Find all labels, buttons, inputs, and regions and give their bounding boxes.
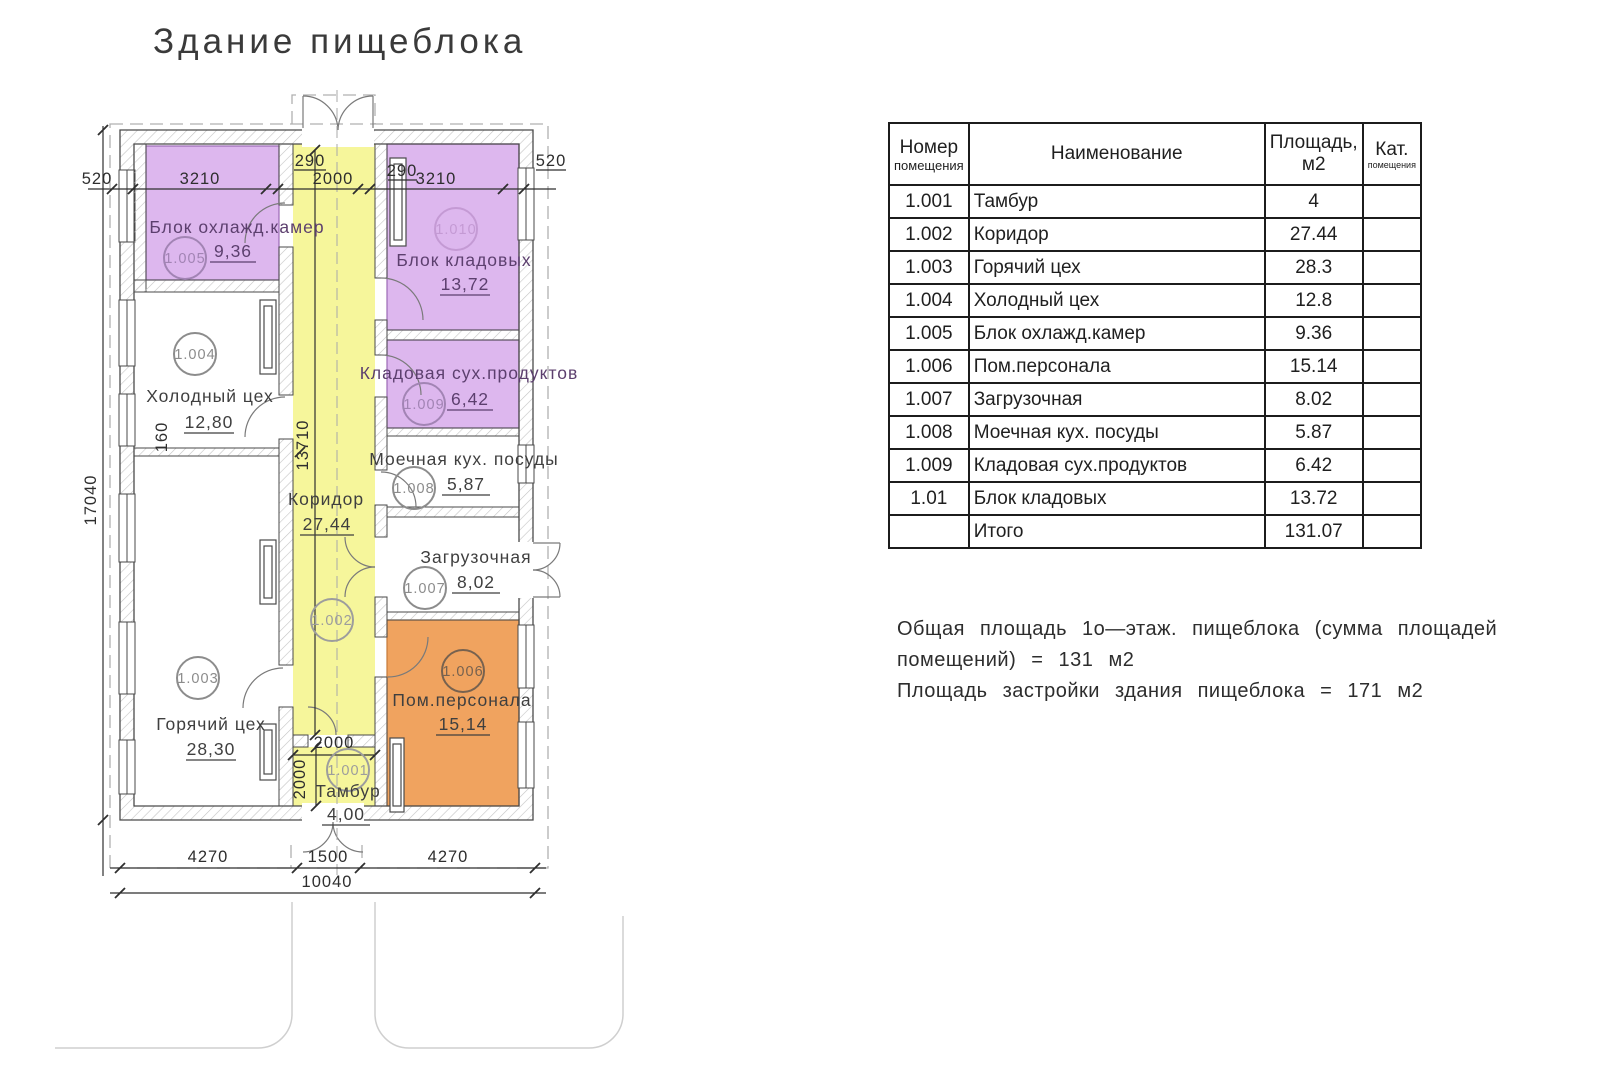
cell-num: 1.003 — [889, 251, 969, 284]
cell-area: 13.72 — [1265, 482, 1363, 515]
cell-num: 1.005 — [889, 317, 969, 350]
cell-kat — [1363, 185, 1421, 218]
room-badge-label: 1.001 — [327, 763, 369, 779]
room-badge-label: 1.002 — [311, 613, 353, 629]
area-notes — [897, 614, 1562, 707]
dim-label: 10040 — [301, 873, 353, 891]
dim-label: 520 — [81, 170, 113, 188]
cell-kat — [1363, 383, 1421, 416]
table-row — [889, 251, 1421, 284]
room-badge-1008 — [393, 467, 435, 509]
dim-label: 290 — [294, 152, 326, 170]
cell-area: 8.02 — [1265, 383, 1363, 416]
note-line: Общая площадь 1о—этаж. пищеблока (сумма площадей — [897, 618, 1498, 640]
cell-num: 1.009 — [889, 449, 969, 482]
cell-kat — [1363, 218, 1421, 251]
floor-plan-svg — [0, 0, 700, 1080]
dim-label: 13710 — [294, 419, 312, 471]
room-name: Горячий цех — [156, 714, 266, 734]
room-badge-label: 1.004 — [174, 347, 216, 363]
cell-name: Пом.персонала — [969, 350, 1265, 383]
room-badge-1003 — [177, 657, 219, 699]
cell-area: 28.3 — [1265, 251, 1363, 284]
room-badge-label: 1.003 — [177, 671, 219, 687]
table-row — [889, 383, 1421, 416]
table-row — [889, 350, 1421, 383]
site-path-lines — [55, 902, 623, 1048]
dim-label: 1500 — [307, 848, 349, 866]
note-line: помещений) = 131 м2 — [897, 649, 1135, 671]
cell-name: Кладовая сух.продуктов — [969, 449, 1265, 482]
note-line: Площадь застройки здания пищеблока = 171 м2 — [897, 680, 1424, 702]
cell-area: 5.87 — [1265, 416, 1363, 449]
room-name: Пом.персонала — [392, 690, 532, 710]
dim-label: 520 — [535, 152, 567, 170]
table-row — [889, 482, 1421, 515]
cell-num: 1.006 — [889, 350, 969, 383]
room-badge-label: 1.005 — [164, 251, 206, 267]
drawing-title: Здание пищеблока — [153, 22, 527, 61]
table-row — [889, 218, 1421, 251]
room-badge-label: 1.008 — [393, 481, 435, 497]
cell-name: Блок охлажд.камер — [969, 317, 1265, 350]
table-row — [889, 449, 1421, 482]
room-badge-label: 1.009 — [403, 397, 445, 413]
cell-num: 1.01 — [889, 482, 969, 515]
cell-area: 15.14 — [1265, 350, 1363, 383]
room-name: Коридор — [287, 489, 365, 509]
dim-label: 17040 — [82, 474, 100, 526]
cell-kat — [1363, 251, 1421, 284]
cell-name: Итого — [969, 515, 1265, 548]
room-area: 6,42 — [450, 389, 490, 409]
cell-name: Горячий цех — [969, 251, 1265, 284]
cell-area: 9.36 — [1265, 317, 1363, 350]
cell-kat — [1363, 482, 1421, 515]
cell-name: Загрузочная — [969, 383, 1265, 416]
room-badge-1004 — [174, 333, 216, 375]
cell-kat — [1363, 350, 1421, 383]
cell-kat — [1363, 317, 1421, 350]
cell-kat — [1363, 515, 1421, 548]
cell-name: Холодный цех — [969, 284, 1265, 317]
room-area: 4,00 — [326, 804, 366, 824]
table-row — [889, 284, 1421, 317]
table-total-row — [889, 515, 1421, 548]
dim-label: 4270 — [427, 848, 469, 866]
cell-kat — [1363, 284, 1421, 317]
table-row — [889, 416, 1421, 449]
cell-num: 1.008 — [889, 416, 969, 449]
dim-label: 2000 — [313, 734, 355, 752]
room-area: 9,36 — [213, 241, 253, 261]
dim-label: 160 — [153, 421, 171, 453]
room-name: Блок охлажд.камер — [149, 217, 325, 237]
dim-label: 2000 — [312, 170, 354, 188]
room-badge-label: 1.006 — [442, 664, 484, 680]
room-name: Кладовая сух.продуктов — [359, 363, 579, 383]
dim-label: 4270 — [187, 848, 229, 866]
table-header-row — [889, 123, 1421, 185]
header-room-name: Наименование — [969, 123, 1265, 185]
room-area: 12,80 — [184, 412, 234, 432]
cell-kat — [1363, 449, 1421, 482]
room-region-1006 — [387, 620, 519, 806]
header-area: Площадь, м2 — [1265, 123, 1363, 185]
cell-area: 12.8 — [1265, 284, 1363, 317]
room-schedule-table — [888, 122, 1422, 549]
dim-label: 3210 — [179, 170, 221, 188]
room-badge-1007 — [404, 567, 446, 609]
cell-area: 27.44 — [1265, 218, 1363, 251]
table-row — [889, 185, 1421, 218]
cell-num: 1.001 — [889, 185, 969, 218]
cell-num — [889, 515, 969, 548]
cell-num: 1.002 — [889, 218, 969, 251]
room-badge-label: 1.010 — [435, 222, 477, 238]
cell-num: 1.004 — [889, 284, 969, 317]
cell-area: 131.07 — [1265, 515, 1363, 548]
room-area: 13,72 — [440, 274, 490, 294]
table-row — [889, 317, 1421, 350]
cell-name: Моечная кух. посуды — [969, 416, 1265, 449]
header-category: Кат. помещения — [1363, 123, 1421, 185]
dim-label: 290 — [386, 162, 418, 180]
room-name: Блок кладовых — [396, 250, 532, 270]
room-area: 28,30 — [186, 739, 236, 759]
cell-area: 6.42 — [1265, 449, 1363, 482]
cell-kat — [1363, 416, 1421, 449]
room-name: Моечная кух. посуды — [369, 449, 559, 469]
cell-area: 4 — [1265, 185, 1363, 218]
room-area: 5,87 — [446, 474, 486, 494]
room-name: Загрузочная — [420, 547, 532, 567]
dim-label: 3210 — [415, 170, 457, 188]
room-badge-label: 1.007 — [404, 581, 446, 597]
room-name: Тамбур — [315, 781, 381, 801]
room-area: 8,02 — [456, 572, 496, 592]
header-room-number: Номер помещения — [889, 123, 969, 185]
dim-label: 2000 — [291, 758, 309, 800]
room-area: 15,14 — [438, 714, 488, 734]
room-name: Холодный цех — [146, 386, 274, 406]
cell-name: Блок кладовых — [969, 482, 1265, 515]
cell-num: 1.007 — [889, 383, 969, 416]
cell-name: Коридор — [969, 218, 1265, 251]
cell-name: Тамбур — [969, 185, 1265, 218]
room-area: 27,44 — [302, 514, 352, 534]
